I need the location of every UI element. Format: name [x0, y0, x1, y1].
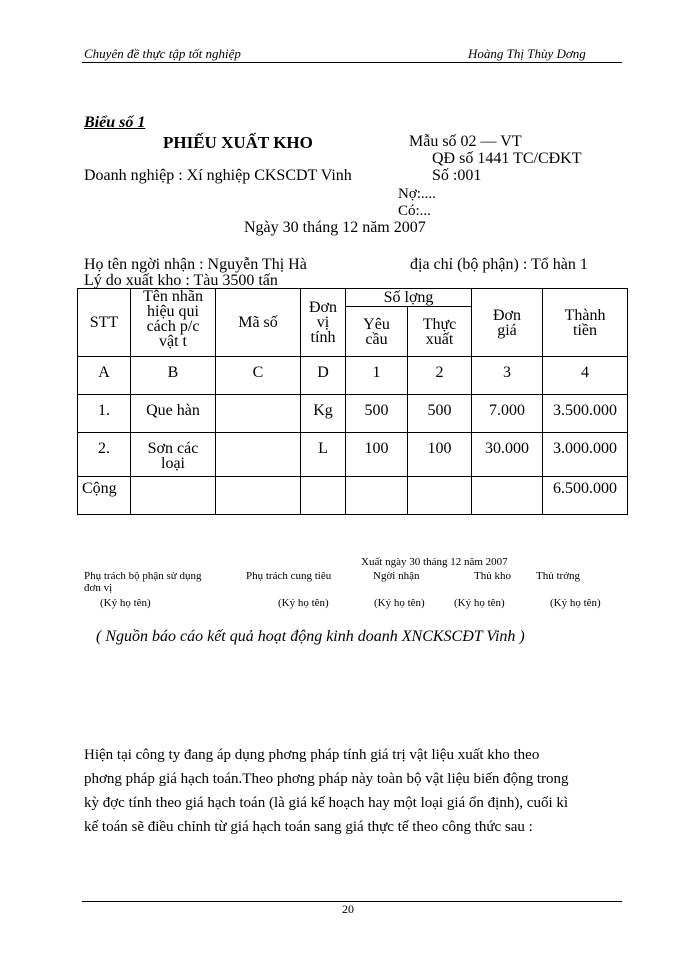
- signer-title: Phụ trách cung tiêu: [246, 570, 332, 582]
- col-code-header: Mã số: [216, 289, 301, 357]
- table-row: [78, 395, 628, 433]
- form-title: PHIẾU XUẤT KHO: [163, 133, 313, 152]
- table-cell: 100: [408, 433, 472, 477]
- table-row: [78, 433, 628, 477]
- issue-table: [77, 288, 628, 515]
- col-quantity-group-header: Số lợng: [346, 289, 472, 307]
- enterprise-line: Doanh nghiệp : Xí nghiệp CKSCDT Vinh: [84, 167, 352, 184]
- header-rule: [82, 62, 622, 63]
- col-stt-header: STT: [78, 289, 131, 357]
- table-cell: [216, 395, 301, 433]
- signature-prompt: (Ký họ tên): [454, 597, 505, 609]
- table-cell: 2.: [78, 433, 131, 477]
- header-right-text: Hoàng Thị Thùy Dơng: [468, 46, 586, 61]
- exhibit-label: Biểu số 1: [84, 114, 146, 131]
- table-cell: Kg: [301, 395, 346, 433]
- body-line: kỳ đợc tính theo giá hạch toán (là giá kế hoạch hay một loại giá ổn định), cuối kì: [84, 795, 569, 811]
- issue-date-line: Xuất ngày 30 tháng 12 năm 2007: [361, 556, 508, 568]
- form-number: Mẫu số 02 — VT: [409, 133, 522, 150]
- signer-title: Ngời nhận: [373, 570, 420, 582]
- slip-date: Ngày 30 tháng 12 năm 2007: [244, 219, 426, 236]
- col-actual-header: Thực xuất: [408, 307, 472, 357]
- reason-line: Lý do xuất kho : Tàu 3500 tấn: [84, 272, 278, 289]
- table-cell: Sơn các loại: [131, 433, 216, 477]
- table-cell: C: [216, 357, 301, 395]
- table-cell: [216, 433, 301, 477]
- body-line: Hiện tại công ty đang áp dụng phơng pháp tính giá trị vật liệu xuất kho theo: [84, 747, 540, 763]
- body-line: phơng pháp giá hạch toán.Theo phơng pháp này toàn bộ vật liệu biến động trong: [84, 771, 569, 787]
- signature-prompt: (Ký họ tên): [278, 597, 329, 609]
- table-cell: D: [301, 357, 346, 395]
- table-cell: 1.: [78, 395, 131, 433]
- signer-title: Thủ trởng: [536, 570, 581, 582]
- body-line: kế toán sẽ điều chỉnh từ giá hạch toán sang giá thực tế theo công thức sau :: [84, 819, 533, 835]
- table-cell: [216, 477, 301, 515]
- col-requested-header: Yêu cầu: [346, 307, 408, 357]
- table-cell: [131, 477, 216, 515]
- col-name-header: Tên nhãn hiệu qui cách p/c vật t: [131, 289, 216, 357]
- signer-title-cont: đơn vị: [84, 582, 113, 594]
- table-cell: L: [301, 433, 346, 477]
- address-line: địa chỉ (bộ phận) : Tổ hàn 1: [410, 256, 588, 273]
- source-note: ( Nguồn báo cáo kết quả hoạt động kinh doanh XNCKSCĐT Vinh ): [96, 628, 525, 645]
- signature-prompt: (Ký họ tên): [374, 597, 425, 609]
- table-cell: 30.000: [472, 433, 543, 477]
- table-cell: [301, 477, 346, 515]
- page-number: 20: [342, 902, 354, 916]
- table-cell: 2: [408, 357, 472, 395]
- col-price-header: Đơn giá: [472, 289, 543, 357]
- table-cell: 100: [346, 433, 408, 477]
- table-cell: 3.500.000: [543, 395, 628, 433]
- credit-line: Có:...: [398, 203, 431, 219]
- table-cell: 3: [472, 357, 543, 395]
- header-left-text: Chuyên đề thực tập tốt nghiệp: [84, 46, 241, 61]
- total-label: Cộng: [78, 477, 131, 515]
- table-cell: 7.000: [472, 395, 543, 433]
- table-cell: [346, 477, 408, 515]
- table-cell: B: [131, 357, 216, 395]
- col-unit-header: Đơn vị tính: [301, 289, 346, 357]
- table-cell: 1: [346, 357, 408, 395]
- table-total-row: [78, 477, 628, 515]
- signature-prompt: (Ký họ tên): [100, 597, 151, 609]
- table-cell: 3.000.000: [543, 433, 628, 477]
- slip-number: Số :001: [432, 167, 482, 184]
- table-cell: A: [78, 357, 131, 395]
- table-cell: 500: [408, 395, 472, 433]
- signature-prompt: (Ký họ tên): [550, 597, 601, 609]
- table-cell: [472, 477, 543, 515]
- table-cell: 500: [346, 395, 408, 433]
- total-amount: 6.500.000: [543, 477, 628, 515]
- col-amount-header: Thành tiền: [543, 289, 628, 357]
- signer-title: Phụ trách bộ phận sử dụng: [84, 570, 202, 582]
- table-cell: Que hàn: [131, 395, 216, 433]
- table-cell: [408, 477, 472, 515]
- table-header-row: [78, 289, 628, 307]
- table-cell: 4: [543, 357, 628, 395]
- debit-line: Nợ:....: [398, 186, 436, 202]
- signer-title: Thủ kho: [474, 570, 511, 582]
- decision-number: QĐ số 1441 TC/CĐKT: [432, 150, 582, 167]
- receiver-line: Họ tên ngời nhận : Nguyễn Thị Hà: [84, 256, 307, 273]
- table-letter-row: [78, 357, 628, 395]
